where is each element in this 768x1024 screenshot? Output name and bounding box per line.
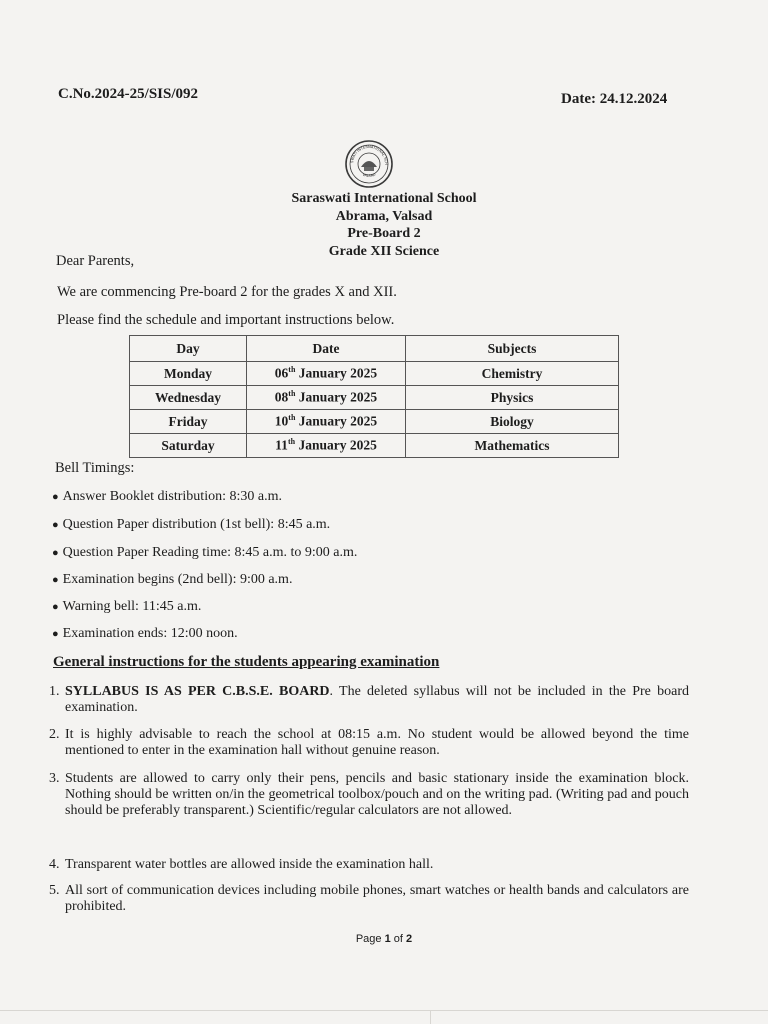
day-cell: Saturday	[130, 434, 247, 458]
subject-cell: Physics	[406, 386, 619, 410]
exam-schedule-table	[129, 335, 619, 458]
intro-paragraph: We are commencing Pre-board 2 for the grades X and XII.	[57, 284, 397, 300]
day-cell: Friday	[130, 410, 247, 434]
bullet-icon: ●	[52, 574, 59, 586]
list-item: ● Warning bell: 11:45 a.m.	[52, 599, 202, 614]
instruction-item: 4. Transparent water bottles are allowed inside the examination hall.	[49, 857, 434, 872]
school-location: Abrama, Valsad	[335, 208, 433, 224]
page-edge-divider	[0, 1010, 768, 1011]
subject-cell: Mathematics	[406, 434, 619, 458]
column-header-subjects: Subjects	[406, 336, 619, 362]
date-cell: 08th January 2025	[247, 386, 406, 410]
list-item: ● Question Paper distribution (1st bell): 8:45 a.m.	[52, 517, 331, 532]
date-cell: 11th January 2025	[247, 434, 406, 458]
column-header-day: Day	[130, 336, 247, 362]
bullet-icon: ●	[52, 601, 59, 613]
table-row	[130, 362, 619, 386]
date-cell: 06th January 2025	[247, 362, 406, 386]
school-seal-logo	[344, 139, 394, 189]
instructions-title: General instructions for the students appearing examination	[53, 654, 440, 670]
table-row	[130, 410, 619, 434]
list-item: ● Examination ends: 12:00 noon.	[52, 626, 238, 641]
svg-text:VALSAD: VALSAD	[361, 172, 377, 179]
bell-timings-title: Bell Timings:	[55, 460, 135, 476]
schedule-intro: Please find the schedule and important instructions below.	[57, 312, 395, 328]
circular-number: C.No.2024-25/SIS/092	[58, 86, 199, 102]
page-edge-divider	[430, 1010, 431, 1024]
day-cell: Wednesday	[130, 386, 247, 410]
instruction-item: 2. It is highly advisable to reach the school at 08:15 a.m. No student would be allowed beyond the time mentioned to enter in the examination hall without genuine reason.	[49, 727, 689, 758]
subject-cell: Chemistry	[406, 362, 619, 386]
day-cell: Monday	[130, 362, 247, 386]
school-name: Saraswati International School	[291, 191, 477, 206]
column-header-date: Date	[247, 336, 406, 362]
bullet-icon: ●	[52, 491, 59, 503]
table-row	[130, 386, 619, 410]
instruction-item: 3. Students are allowed to carry only their pens, pencils and basic stationary inside the examination block. Nothing should be written on/in the geometrical toolbox/pouch and on the writing pad. (Writing pad and pouch should be preferably transparent.) Scientific/regular calculators are not allowed.	[49, 771, 689, 818]
svg-text:SARASWATI INTERNATIONAL SCHOOL: SWATI INTERNATIONAL SCH	[350, 144, 389, 165]
table-header-row	[130, 336, 619, 362]
exam-name: Pre-Board 2	[347, 226, 421, 241]
bullet-icon: ●	[52, 519, 59, 531]
bullet-icon: ●	[52, 628, 59, 640]
table-row	[130, 434, 619, 458]
subject-cell: Biology	[406, 410, 619, 434]
instruction-item: 1. SYLLABUS IS AS PER C.B.S.E. BOARD. The deleted syllabus will not be included in the Pre board examination.	[49, 684, 689, 715]
date-cell: 10th January 2025	[247, 410, 406, 434]
grade-name: Grade XII Science	[328, 243, 440, 259]
list-item: ● Answer Booklet distribution: 8:30 a.m.	[52, 489, 282, 504]
page-number: Page 1 of 2	[355, 933, 413, 945]
letter-date: Date: 24.12.2024	[561, 91, 668, 107]
bullet-icon: ●	[52, 547, 59, 559]
list-item: ● Examination begins (2nd bell): 9:00 a.m.	[52, 572, 293, 587]
instruction-item: 5. All sort of communication devices including mobile phones, smart watches or health bands and calculators are prohibited.	[49, 883, 689, 914]
salutation: Dear Parents,	[56, 253, 135, 269]
school-header	[0, 190, 768, 260]
list-item: ● Question Paper Reading time: 8:45 a.m. to 9:00 a.m.	[52, 545, 358, 560]
